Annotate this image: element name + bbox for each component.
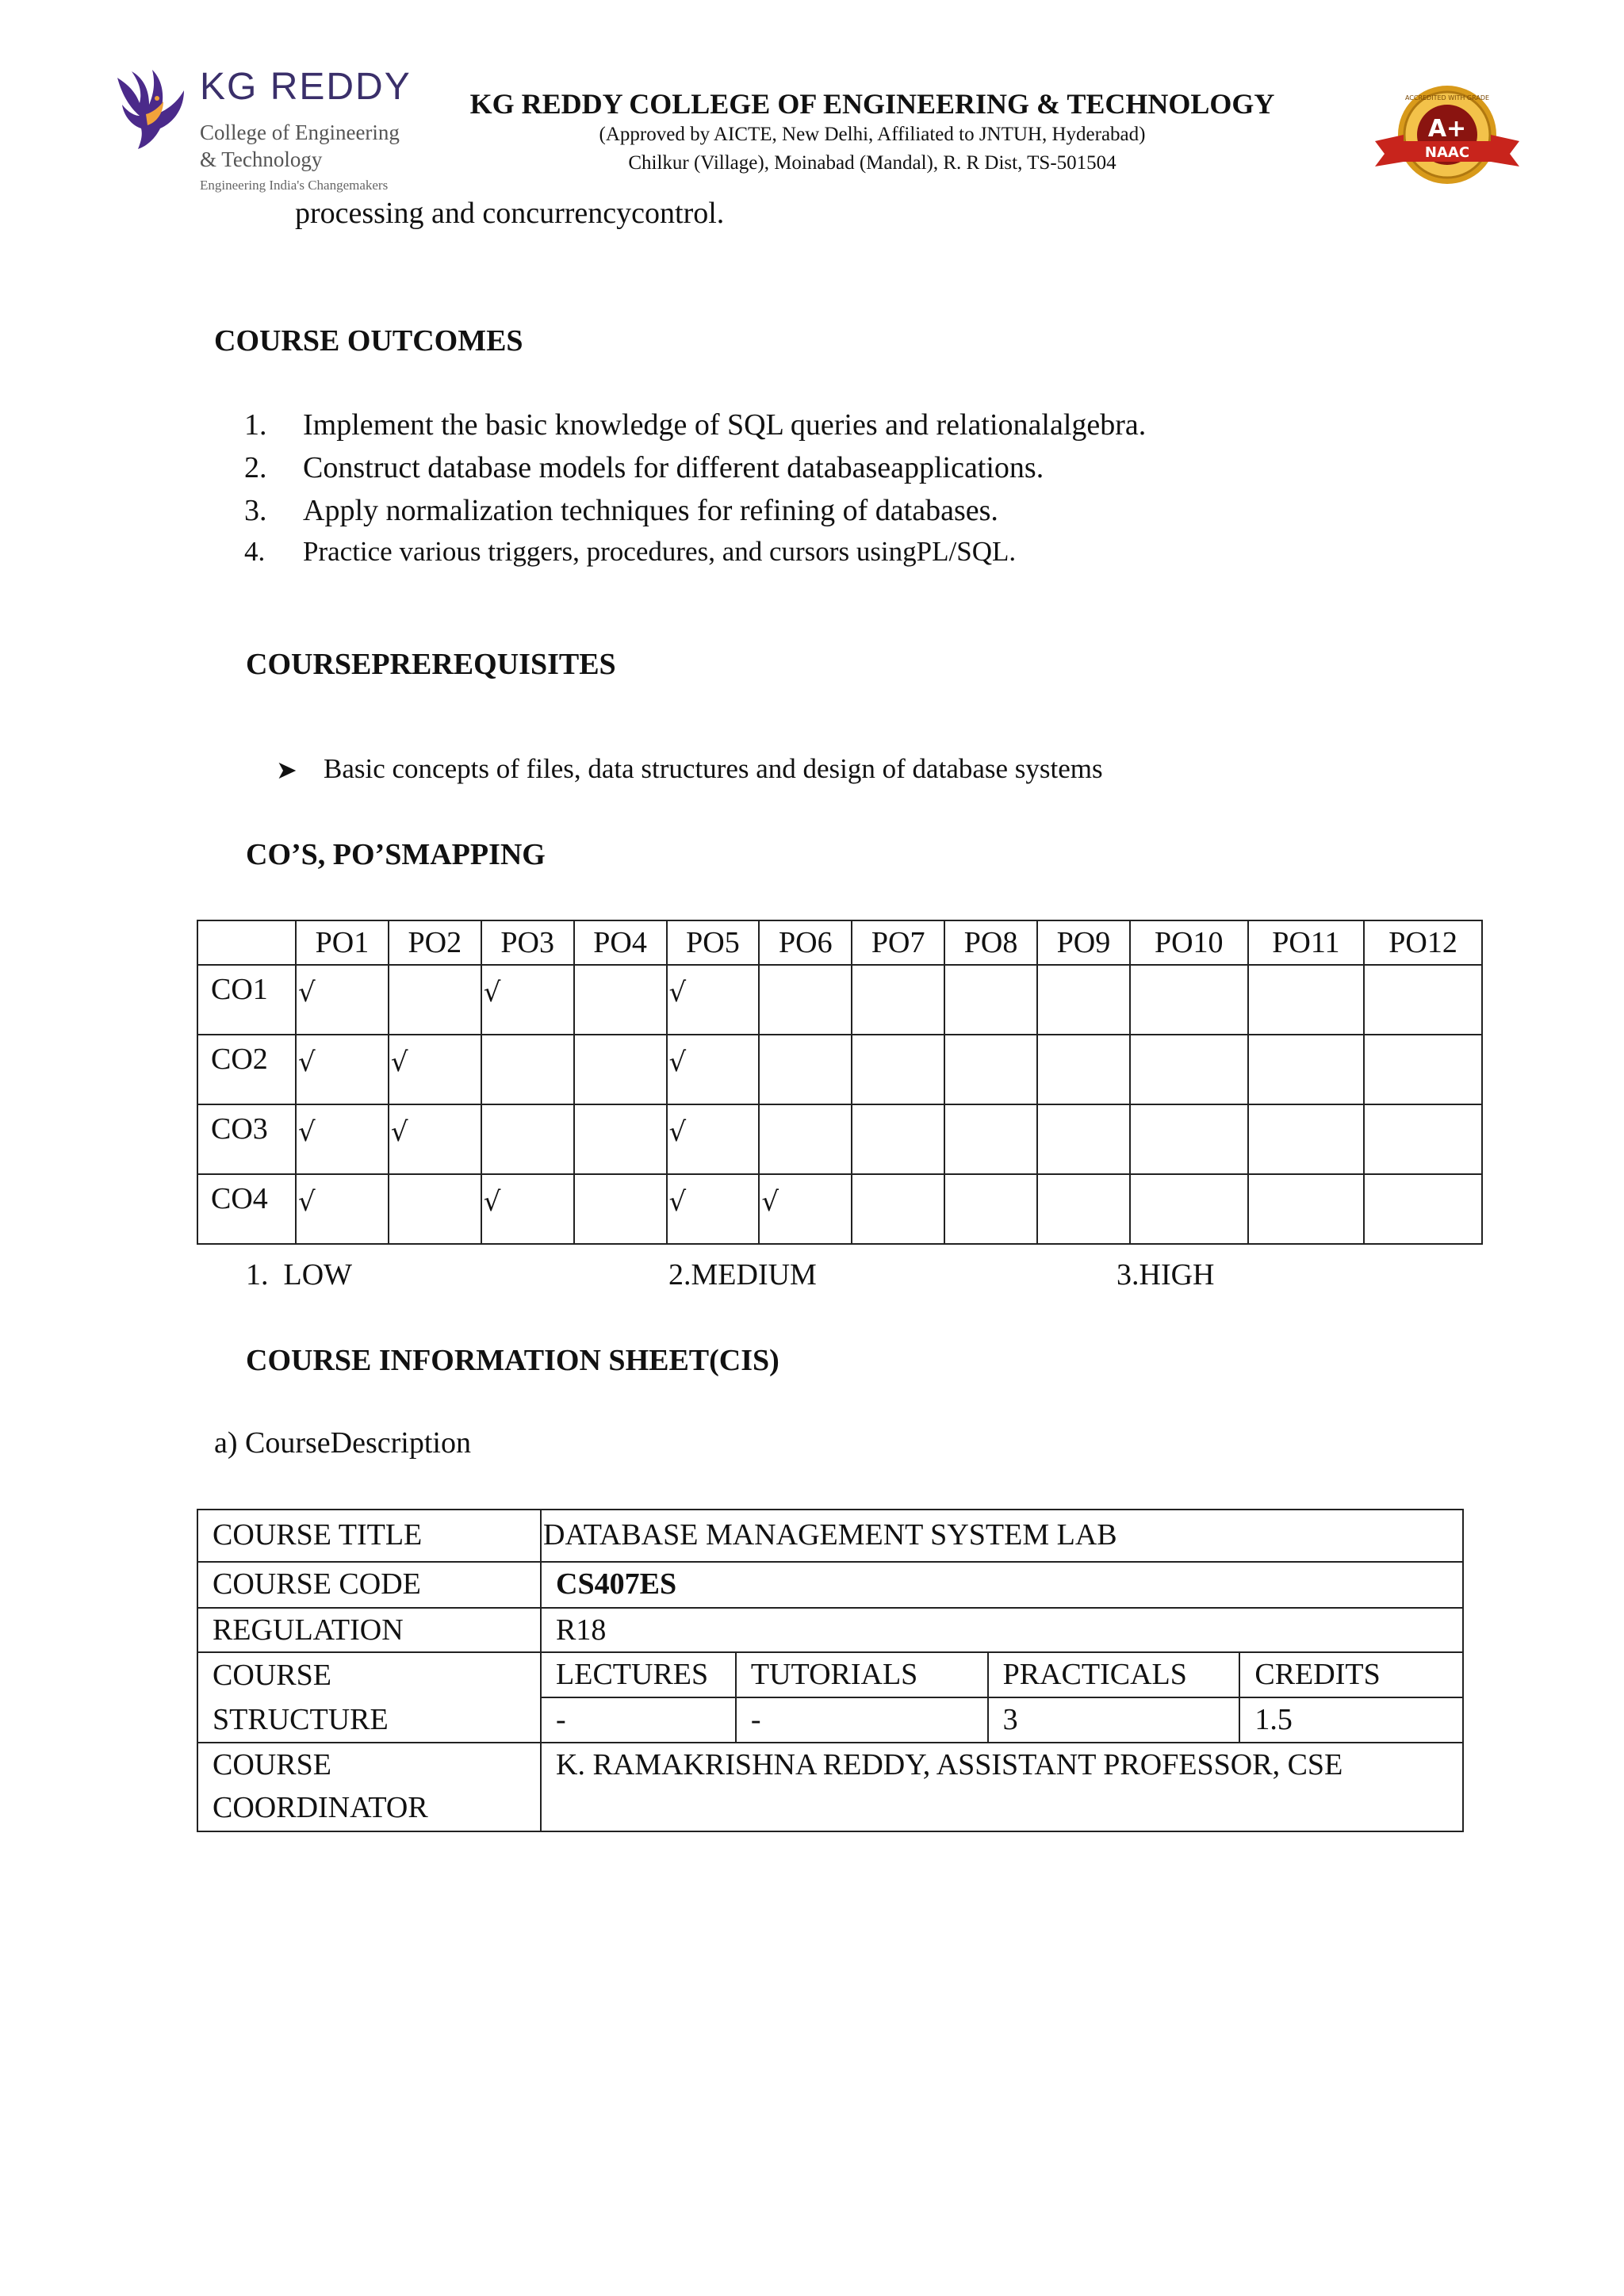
mapping-cell	[574, 1104, 667, 1174]
course-title-label: COURSE TITLE	[197, 1510, 541, 1562]
table-row	[197, 1608, 1463, 1652]
structure-header: CREDITS	[1239, 1652, 1463, 1697]
mapping-cell	[1130, 965, 1248, 1035]
structure-value: 3	[988, 1697, 1240, 1743]
po-column-header: PO10	[1130, 920, 1248, 965]
course-code-label: COURSE CODE	[197, 1562, 541, 1608]
prerequisite-text: Basic concepts of files, data structures and design of database systems	[324, 753, 1103, 784]
mapping-cell	[1248, 965, 1364, 1035]
po-column-header: PO3	[481, 920, 574, 965]
list-item	[244, 493, 1146, 536]
po-column-header: PO11	[1248, 920, 1364, 965]
mapping-cell	[944, 965, 1037, 1035]
co-row-header: CO4	[197, 1174, 296, 1244]
regulation-label: REGULATION	[197, 1608, 541, 1652]
mapping-cell: √	[389, 1035, 481, 1104]
mapping-cell: √	[296, 1035, 389, 1104]
structure-value: -	[541, 1697, 736, 1743]
mapping-cell	[944, 1174, 1037, 1244]
mapping-cell	[852, 965, 944, 1035]
po-column-header: PO8	[944, 920, 1037, 965]
list-item	[244, 450, 1146, 493]
structure-header: LECTURES	[541, 1652, 736, 1697]
college-name: KG REDDY COLLEGE OF ENGINEERING & TECHNOLOGY	[469, 88, 1275, 120]
mapping-cell	[389, 965, 481, 1035]
mapping-cell	[1037, 1104, 1130, 1174]
mapping-cell	[944, 1104, 1037, 1174]
naac-label: NAAC	[1424, 144, 1470, 161]
mapping-cell	[1364, 1174, 1482, 1244]
mapping-cell: √	[667, 965, 760, 1035]
mapping-cell	[1130, 1035, 1248, 1104]
mapping-cell: √	[296, 1104, 389, 1174]
continuation-text: processing and concurrencycontrol.	[295, 197, 725, 230]
logo-name: KG REDDY	[200, 66, 412, 108]
mapping-cell	[481, 1104, 574, 1174]
regulation-value: R18	[541, 1608, 1463, 1652]
mapping-cell	[574, 1174, 667, 1244]
list-item	[276, 753, 1103, 785]
mapping-cell: √	[667, 1035, 760, 1104]
naac-seal-icon	[1372, 79, 1522, 198]
course-coordinator-value: K. RAMAKRISHNA REDDY, ASSISTANT PROFESSOR, CSE	[541, 1743, 1463, 1831]
mapping-cell	[1364, 1104, 1482, 1174]
mapping-cell: √	[667, 1174, 760, 1244]
mapping-cell	[1248, 1035, 1364, 1104]
table-row	[197, 1104, 1482, 1174]
naac-grade: A+	[1427, 115, 1467, 143]
co-row-header: CO1	[197, 965, 296, 1035]
list-item	[244, 408, 1146, 450]
po-column-header: PO6	[759, 920, 852, 965]
college-address: Chilkur (Village), Moinabad (Mandal), R. R Dist, TS-501504	[628, 152, 1116, 174]
course-description-subheading: a) CourseDescription	[214, 1426, 471, 1460]
label-line: COORDINATOR	[213, 1791, 428, 1824]
structure-value: -	[736, 1697, 988, 1743]
mapping-cell	[574, 965, 667, 1035]
table-header-row	[197, 920, 1482, 965]
item-text: Apply normalization techniques for refining of databases.	[303, 494, 998, 527]
cis-heading: COURSE INFORMATION SHEET(CIS)	[246, 1344, 779, 1377]
mapping-cell: √	[667, 1104, 760, 1174]
item-number: 2.	[244, 451, 267, 484]
item-text: Practice various triggers, procedures, and cursors usingPL/SQL.	[303, 536, 1017, 567]
table-row	[197, 1174, 1482, 1244]
mapping-cell: √	[296, 1174, 389, 1244]
college-logo	[111, 63, 412, 198]
course-title-value: DATABASE MANAGEMENT SYSTEM LAB	[541, 1510, 1463, 1562]
po-column-header: PO1	[296, 920, 389, 965]
logo-subtitle: College of Engineering	[200, 121, 400, 144]
course-structure-label	[197, 1652, 541, 1743]
corner-cell	[197, 920, 296, 965]
scale-high: 3.HIGH	[1116, 1258, 1215, 1292]
mapping-cell	[944, 1035, 1037, 1104]
mapping-cell	[1037, 965, 1130, 1035]
course-outcomes-heading: COURSE OUTCOMES	[214, 324, 523, 358]
item-text: Construct database models for different databaseapplications.	[303, 451, 1044, 484]
mapping-cell: √	[296, 965, 389, 1035]
mapping-cell	[852, 1104, 944, 1174]
table-row	[197, 1743, 1463, 1831]
naac-ring-text: ACCREDITED WITH GRADE	[1404, 94, 1490, 101]
label-line: STRUCTURE	[213, 1703, 389, 1736]
course-code-value: CS407ES	[541, 1562, 1463, 1608]
course-coordinator-label	[197, 1743, 541, 1831]
structure-header: PRACTICALS	[988, 1652, 1240, 1697]
table-row	[197, 1035, 1482, 1104]
table-row	[197, 1652, 1463, 1697]
mapping-cell	[1130, 1104, 1248, 1174]
mapping-cell	[759, 965, 852, 1035]
label-line: COURSE	[213, 1659, 331, 1692]
course-description-table	[197, 1509, 1464, 1832]
item-number: 4.	[244, 536, 266, 567]
po-column-header: PO4	[574, 920, 667, 965]
mapping-cell	[1037, 1035, 1130, 1104]
mapping-cell: √	[481, 965, 574, 1035]
scale-low: 1. LOW	[246, 1258, 353, 1292]
college-approval: (Approved by AICTE, New Delhi, Affiliated to JNTUH, Hyderabad)	[599, 124, 1146, 145]
arrow-bullet-icon: ➤	[276, 756, 297, 784]
po-column-header: PO5	[667, 920, 760, 965]
mapping-cell: √	[759, 1174, 852, 1244]
co-row-header: CO3	[197, 1104, 296, 1174]
mapping-cell	[759, 1104, 852, 1174]
mapping-cell	[481, 1035, 574, 1104]
mapping-cell	[852, 1174, 944, 1244]
mapping-cell	[1364, 1035, 1482, 1104]
mapping-cell	[574, 1035, 667, 1104]
structure-header: TUTORIALS	[736, 1652, 988, 1697]
mapping-cell: √	[481, 1174, 574, 1244]
mapping-cell	[1248, 1104, 1364, 1174]
po-column-header: PO12	[1364, 920, 1482, 965]
mapping-cell	[1248, 1174, 1364, 1244]
course-outcomes-list	[244, 408, 1146, 579]
mapping-cell	[1364, 965, 1482, 1035]
structure-value: 1.5	[1239, 1697, 1463, 1743]
mapping-cell	[852, 1035, 944, 1104]
item-number: 3.	[244, 494, 267, 527]
eagle-logo-icon	[111, 67, 190, 154]
table-row	[197, 1562, 1463, 1608]
list-item	[244, 536, 1146, 579]
logo-tagline: Engineering India's Changemakers	[200, 178, 389, 193]
table-row	[197, 1510, 1463, 1562]
co-po-mapping-table	[197, 920, 1483, 1245]
item-text: Implement the basic knowledge of SQL queries and relationalalgebra.	[303, 408, 1147, 442]
mapping-cell	[389, 1174, 481, 1244]
item-number: 1.	[244, 408, 267, 442]
co-row-header: CO2	[197, 1035, 296, 1104]
table-row	[197, 965, 1482, 1035]
prerequisites-heading: COURSEPREREQUISITES	[246, 648, 616, 681]
logo-subtitle: & Technology	[200, 147, 323, 171]
mapping-heading: CO’S, PO’SMAPPING	[246, 838, 546, 871]
po-column-header: PO2	[389, 920, 481, 965]
po-column-header: PO9	[1037, 920, 1130, 965]
po-column-header: PO7	[852, 920, 944, 965]
scale-medium: 2.MEDIUM	[668, 1258, 817, 1292]
mapping-cell: √	[389, 1104, 481, 1174]
mapping-cell	[1130, 1174, 1248, 1244]
mapping-cell	[1037, 1174, 1130, 1244]
label-line: COURSE	[213, 1748, 331, 1781]
mapping-cell	[759, 1035, 852, 1104]
